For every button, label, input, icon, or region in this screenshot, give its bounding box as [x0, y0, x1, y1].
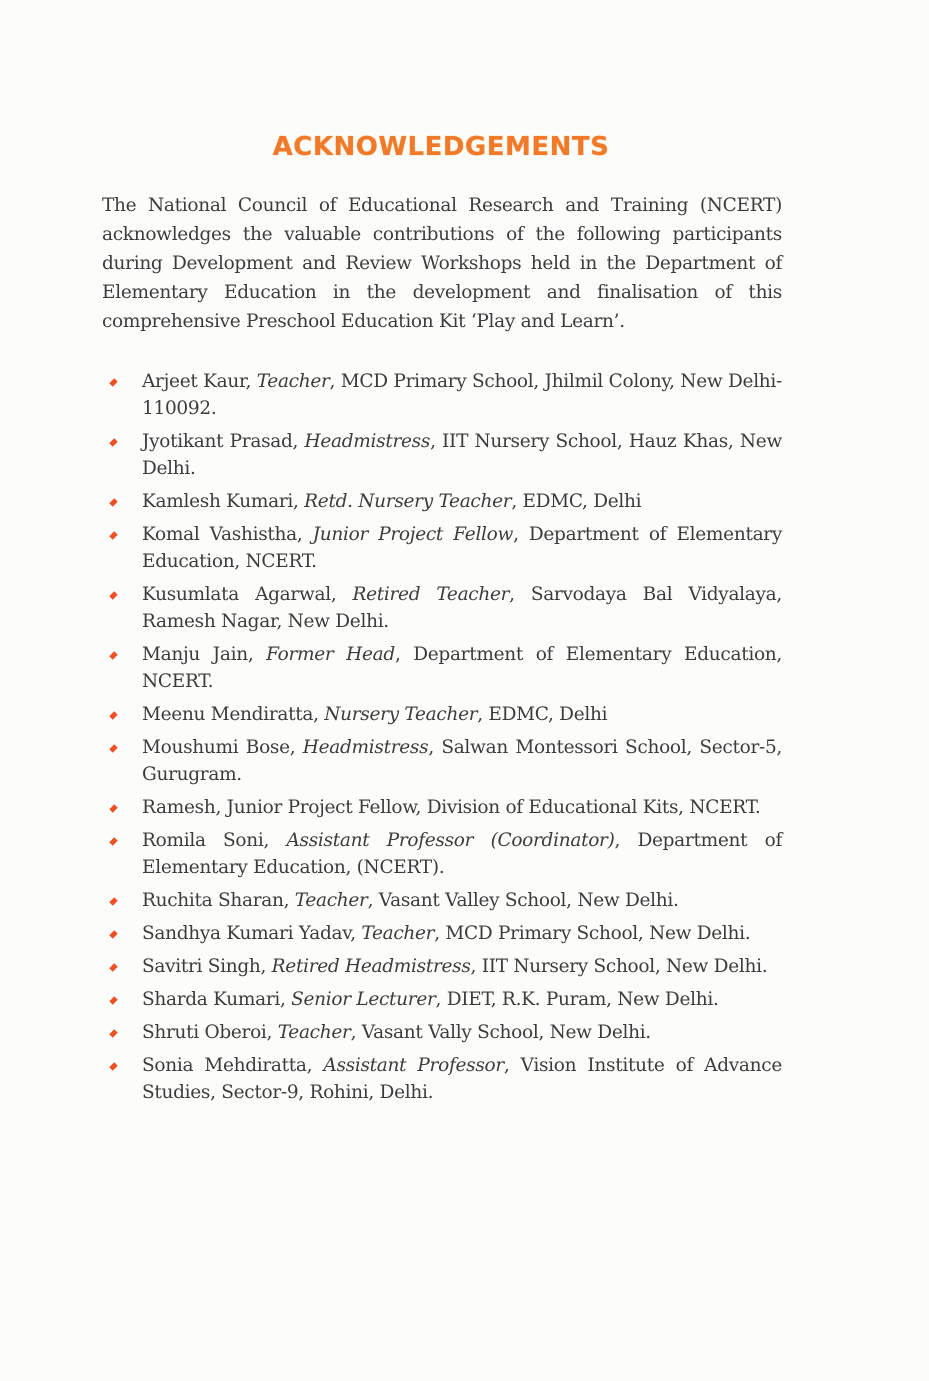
participant-name: Shruti Oberoi, — [142, 1022, 278, 1043]
participant-item — [102, 488, 782, 515]
participant-name: Jyotikant Prasad, — [142, 431, 305, 452]
participant-affiliation: , IIT Nursery School, Hauz Khas, New Delhi. — [142, 431, 782, 479]
bullet-diamond-icon — [109, 837, 117, 845]
bullet-diamond-icon — [109, 438, 117, 446]
participant-affiliation: , Department of Elementary Education, NCERT. — [142, 644, 782, 692]
participant-role: Teacher — [361, 923, 435, 944]
participant-name: Sharda Kumari, — [142, 989, 292, 1010]
participant-role: Retd. Nursery Teacher — [304, 491, 512, 512]
participant-name: Savitri Singh, — [142, 956, 272, 977]
participant-role: Teacher — [256, 371, 330, 392]
bullet-diamond-icon — [109, 651, 117, 659]
participant-role: Headmistress — [304, 431, 431, 452]
participant-affiliation: , Sarvodaya Bal Vidyalaya, Ramesh Nagar, New Delhi. — [142, 584, 782, 632]
participant-affiliation: , Vision Institute of Advance Studies, Sector-9, Rohini, Delhi. — [142, 1055, 782, 1103]
participant-name: Manju Jain, — [142, 644, 267, 665]
participant-name: Ruchita Sharan, — [142, 890, 295, 911]
participant-role: Nursery Teacher — [324, 704, 478, 725]
bullet-diamond-icon — [109, 711, 117, 719]
participant-affiliation: , EDMC, Delhi — [511, 491, 642, 512]
bullet-diamond-icon — [109, 498, 117, 506]
bullet-diamond-icon — [109, 591, 117, 599]
bullet-diamond-icon — [109, 996, 117, 1004]
participant-role: Retired Teacher — [352, 584, 510, 605]
participant-role: Headmistress — [302, 737, 429, 758]
participant-item — [102, 734, 782, 788]
bullet-diamond-icon — [109, 744, 117, 752]
participant-role: Junior Project Fellow — [312, 524, 514, 545]
participant-affiliation: , Vasant Valley School, New Delhi. — [367, 890, 679, 911]
participant-affiliation: , IIT Nursery School, New Delhi. — [470, 956, 768, 977]
participant-affiliation: , MCD Primary School, Jhilmil Colony, New Delhi-110092. — [142, 371, 782, 419]
participant-name: Romila Soni, — [142, 830, 287, 851]
bullet-diamond-icon — [109, 963, 117, 971]
participant-item — [102, 920, 782, 947]
participant-name: Moushumi Bose, — [142, 737, 303, 758]
participant-item — [102, 887, 782, 914]
participant-item — [102, 794, 782, 821]
participant-name: Kusumlata Agarwal, — [142, 584, 353, 605]
bullet-diamond-icon — [109, 1062, 117, 1070]
participant-item — [102, 521, 782, 575]
participant-name: Sonia Mehdiratta, — [142, 1055, 324, 1076]
participant-item — [102, 641, 782, 695]
participant-affiliation: , Salwan Montessori School, Sector-5, Gurugram. — [142, 737, 782, 785]
participant-role: Teacher — [294, 890, 368, 911]
intro-paragraph: The National Council of Educational Research and Training (NCERT) acknowledges the valuable contributions of the following participants during Development and Review Workshops held in the Department of Elementary Education in the development and finalisation of this comprehensive Preschool Education Kit ‘Play and Learn’. — [102, 195, 782, 332]
participant-item — [102, 1052, 782, 1106]
participant-role: Senior Lecturer — [291, 989, 436, 1010]
participant-role: Teacher — [277, 1022, 351, 1043]
participant-affiliation: , MCD Primary School, New Delhi. — [434, 923, 751, 944]
participant-item — [102, 827, 782, 881]
participant-affiliation: , Department of Elementary Education, NCERT. — [142, 524, 782, 572]
participant-item — [102, 428, 782, 482]
bullet-diamond-icon — [109, 378, 117, 386]
bullet-diamond-icon — [109, 804, 117, 812]
participant-item — [102, 986, 782, 1013]
participants-list — [102, 368, 782, 1112]
participant-affiliation: , EDMC, Delhi — [477, 704, 608, 725]
participant-affiliation: , Vasant Vally School, New Delhi. — [350, 1022, 651, 1043]
participant-affiliation: , Department of Elementary Education, (NCERT). — [142, 830, 782, 878]
bullet-diamond-icon — [109, 1029, 117, 1037]
participant-item — [102, 1019, 782, 1046]
participant-name: Komal Vashistha, — [142, 524, 313, 545]
bullet-diamond-icon — [109, 930, 117, 938]
participant-item — [102, 368, 782, 422]
participant-name: Sandhya Kumari Yadav, — [142, 923, 362, 944]
participant-name: Kamlesh Kumari, — [142, 491, 305, 512]
participant-role: Assistant Professor (Coordinator) — [286, 830, 615, 851]
participant-item — [102, 953, 782, 980]
bullet-diamond-icon — [109, 531, 117, 539]
bullet-diamond-icon — [109, 897, 117, 905]
participant-role: Retired Headmistress — [271, 956, 471, 977]
participant-name: Ramesh, Junior Project Fellow, Division of Educational Kits, NCERT. — [142, 797, 761, 818]
participant-item — [102, 581, 782, 635]
participant-role: Assistant Professor — [323, 1055, 504, 1076]
participant-name: Meenu Mendiratta, — [142, 704, 325, 725]
page-title: ACKNOWLEDGEMENTS — [272, 132, 610, 162]
participant-item — [102, 701, 782, 728]
participant-role: Former Head — [266, 644, 395, 665]
participant-affiliation: , DIET, R.K. Puram, New Delhi. — [435, 989, 719, 1010]
participant-name: Arjeet Kaur, — [142, 371, 257, 392]
